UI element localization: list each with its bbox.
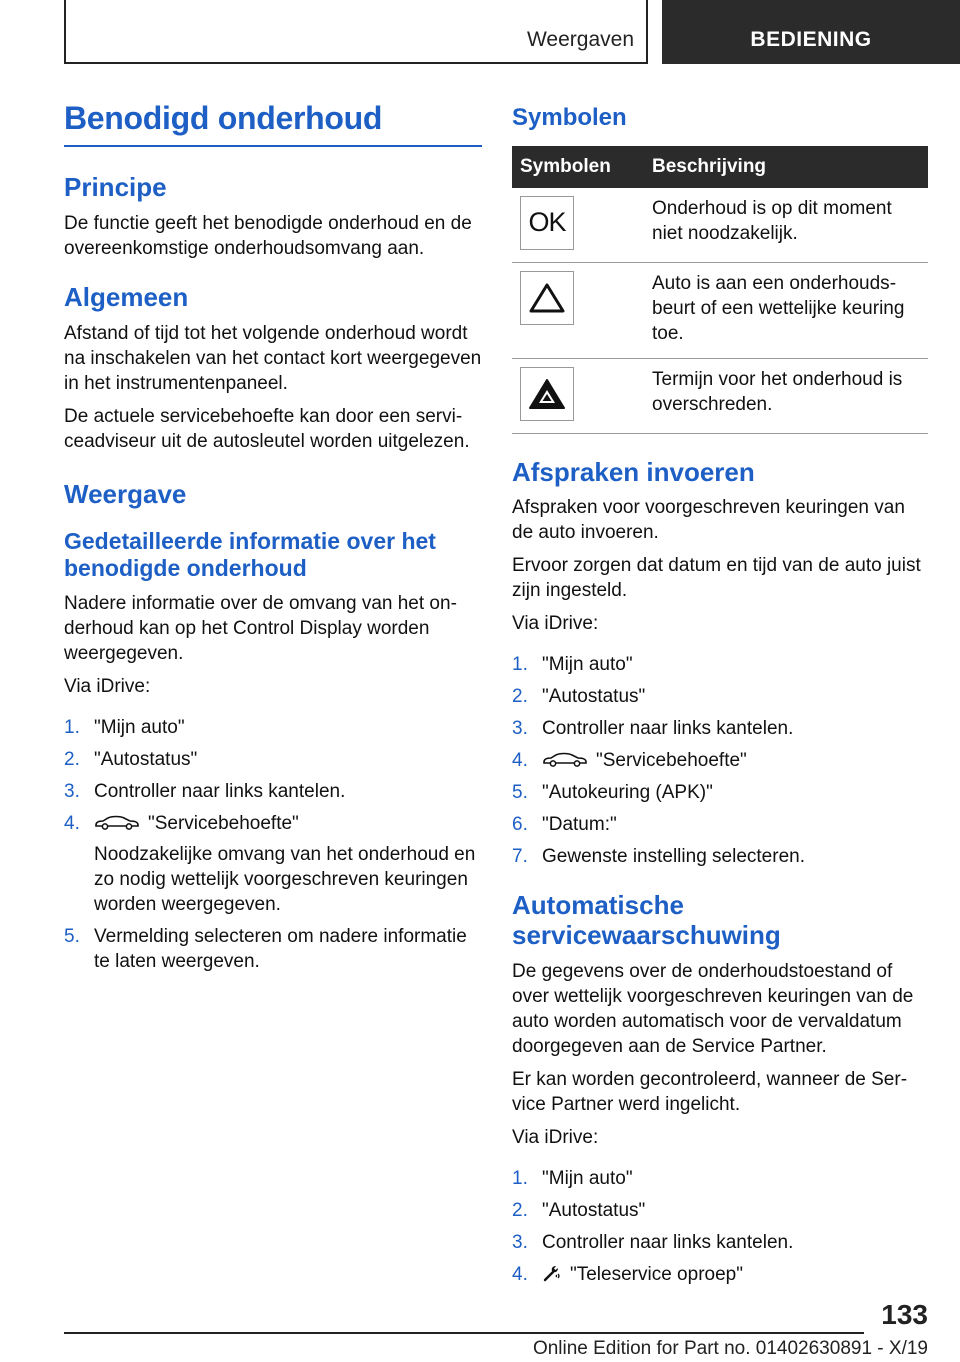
heading-symbolen: Symbolen — [512, 104, 627, 131]
symbol-cell — [512, 188, 644, 263]
heading-principe: Principe — [64, 172, 167, 202]
step-text: "Mijn auto" — [94, 716, 185, 738]
header-frame — [64, 0, 648, 64]
automatische-via-idrive: Via iDrive: — [512, 1127, 599, 1149]
table-row — [512, 358, 928, 433]
heading-afspraken-invoeren: Afspraken invoeren — [512, 456, 755, 487]
description-cell: Auto is aan een onderhoudsbeurt of een wettelijke keuring toe. — [644, 262, 928, 358]
step-text: Vermelding selecteren om nadere informatie te laten weergeven. — [94, 925, 467, 972]
list-item — [512, 844, 928, 869]
step-text: Controller naar links kantelen. — [542, 1232, 794, 1254]
table-header-symbolen: Symbolen — [512, 146, 644, 188]
weergave-via-idrive: Via iDrive: — [64, 675, 151, 697]
algemeen-text-2: De actuele servicebehoefte kan door een serviceadviseur uit de autosleutel worden uitgelezen. — [64, 405, 470, 452]
step-text: "Autostatus" — [542, 1200, 646, 1222]
left-column — [64, 100, 482, 981]
heading-automatische-servicewaarschuwing: Automatische servicewaarschuwing — [512, 890, 781, 951]
warning-triangle-filled-icon — [520, 367, 574, 421]
list-item — [512, 812, 928, 837]
table-header-beschrijving: Beschrijving — [644, 146, 928, 188]
step-number: 4. — [512, 1264, 528, 1286]
list-item — [512, 1166, 928, 1191]
symbol-cell — [512, 358, 644, 433]
automatische-text-1: De gegevens over de onderhoudstoestand of over wettelijk voorgeschreven keuringen van de auto worden automatisch voor de vervaldatum doorgegeven aan de Service Partner. — [512, 961, 914, 1058]
header-section-title: Weergaven — [526, 28, 634, 51]
ok-icon — [520, 196, 574, 250]
step-number: 4. — [64, 812, 80, 834]
step-text: Gewenste instelling selecteren. — [542, 846, 805, 868]
afspraken-via-idrive: Via iDrive: — [512, 613, 599, 635]
right-column — [512, 100, 928, 1294]
description-cell: Onderhoud is op dit moment niet noodzakelijk. — [644, 188, 928, 263]
footer-edition: Online Edition for Part no. 01402630891 - X/19 — [532, 1338, 928, 1359]
step-text: "Datum:" — [542, 814, 617, 836]
afspraken-text-1: Afspraken voor voorgeschreven keuringen van de auto invoeren. — [512, 497, 905, 544]
step-text: "Servicebehoefte" — [596, 750, 747, 772]
step-number: 2. — [64, 748, 80, 770]
list-item — [512, 716, 928, 741]
table-row — [512, 188, 928, 263]
algemeen-text-1: Afstand of tijd tot het volgende onderhoud wordt na inschakelen van het contact kort weergegeven in het instrumentenpaneel. — [64, 322, 482, 394]
weergave-text: Nadere informatie over de omvang van het onderhoud kan op het Control Display worden weergegeven. — [64, 592, 457, 664]
step-number: 5. — [64, 925, 80, 947]
step-number: 1. — [512, 654, 528, 676]
list-item — [512, 1262, 928, 1287]
step-number: 1. — [512, 1168, 528, 1190]
list-item — [64, 779, 482, 804]
step-number: 3. — [512, 1232, 528, 1254]
automatische-text-2: Er kan worden gecontroleerd, wanneer de Service Partner werd ingelicht. — [512, 1069, 908, 1116]
car-icon — [94, 814, 140, 830]
step-text: "Servicebehoefte" — [148, 812, 299, 834]
list-item — [512, 1198, 928, 1223]
list-item — [512, 684, 928, 709]
list-item — [64, 924, 482, 974]
list-item — [64, 747, 482, 772]
step-number: 6. — [512, 814, 528, 836]
step-number: 3. — [64, 780, 80, 802]
automatische-steps — [512, 1166, 928, 1287]
afspraken-steps — [512, 652, 928, 869]
list-item — [64, 715, 482, 740]
step-subtext: Noodzakelijke omvang van het onderhoud en zo nodig wettelijk voorgeschreven keuringen worden weergegeven. — [94, 843, 476, 915]
step-number: 1. — [64, 716, 80, 738]
symbol-cell — [512, 262, 644, 358]
heading-algemeen: Algemeen — [64, 281, 189, 312]
step-number: 3. — [512, 718, 528, 740]
list-item — [512, 1230, 928, 1255]
list-item — [512, 780, 928, 805]
step-text: "Autostatus" — [542, 686, 646, 708]
step-text: "Mijn auto" — [542, 654, 633, 676]
car-icon — [542, 751, 588, 767]
table-header-row — [512, 146, 928, 188]
step-text: "Teleservice oproep" — [570, 1264, 743, 1286]
page-number: 133 — [881, 1299, 928, 1330]
symbols-table — [512, 146, 928, 434]
step-text: "Mijn auto" — [542, 1168, 633, 1190]
principe-text: De functie geeft het benodigde onderhoud en de overeenkomstige onderhoudsomvang aan. — [64, 212, 472, 259]
teleservice-wrench-icon — [542, 1264, 562, 1282]
step-number: 5. — [512, 782, 528, 804]
warning-triangle-outline-icon — [520, 271, 574, 325]
header-chapter-tab: BEDIENING — [662, 0, 960, 64]
subheading-gedetailleerde-informatie: Gedetailleerde informatie over het benodigde onderhoud — [64, 527, 436, 582]
list-item — [512, 652, 928, 677]
step-number: 4. — [512, 750, 528, 772]
list-item — [64, 811, 482, 917]
ok-icon-text: OK — [528, 207, 566, 238]
footer-divider — [64, 1332, 864, 1334]
page-title: Benodigd onderhoud — [64, 100, 482, 147]
list-item — [512, 748, 928, 773]
step-text: Controller naar links kantelen. — [542, 718, 794, 740]
step-number: 7. — [512, 846, 528, 868]
table-row — [512, 262, 928, 358]
description-cell: Termijn voor het onderhoud is overschreden. — [644, 358, 928, 433]
heading-weergave: Weergave — [64, 478, 187, 509]
step-text: "Autostatus" — [94, 748, 198, 770]
step-number: 2. — [512, 1200, 528, 1222]
step-text: "Autokeuring (APK)" — [542, 782, 713, 804]
afspraken-text-2: Ervoor zorgen dat datum en tijd van de auto juist zijn ingesteld. — [512, 555, 921, 602]
step-number: 2. — [512, 686, 528, 708]
step-text: Controller naar links kantelen. — [94, 780, 346, 802]
weergave-steps — [64, 715, 482, 974]
